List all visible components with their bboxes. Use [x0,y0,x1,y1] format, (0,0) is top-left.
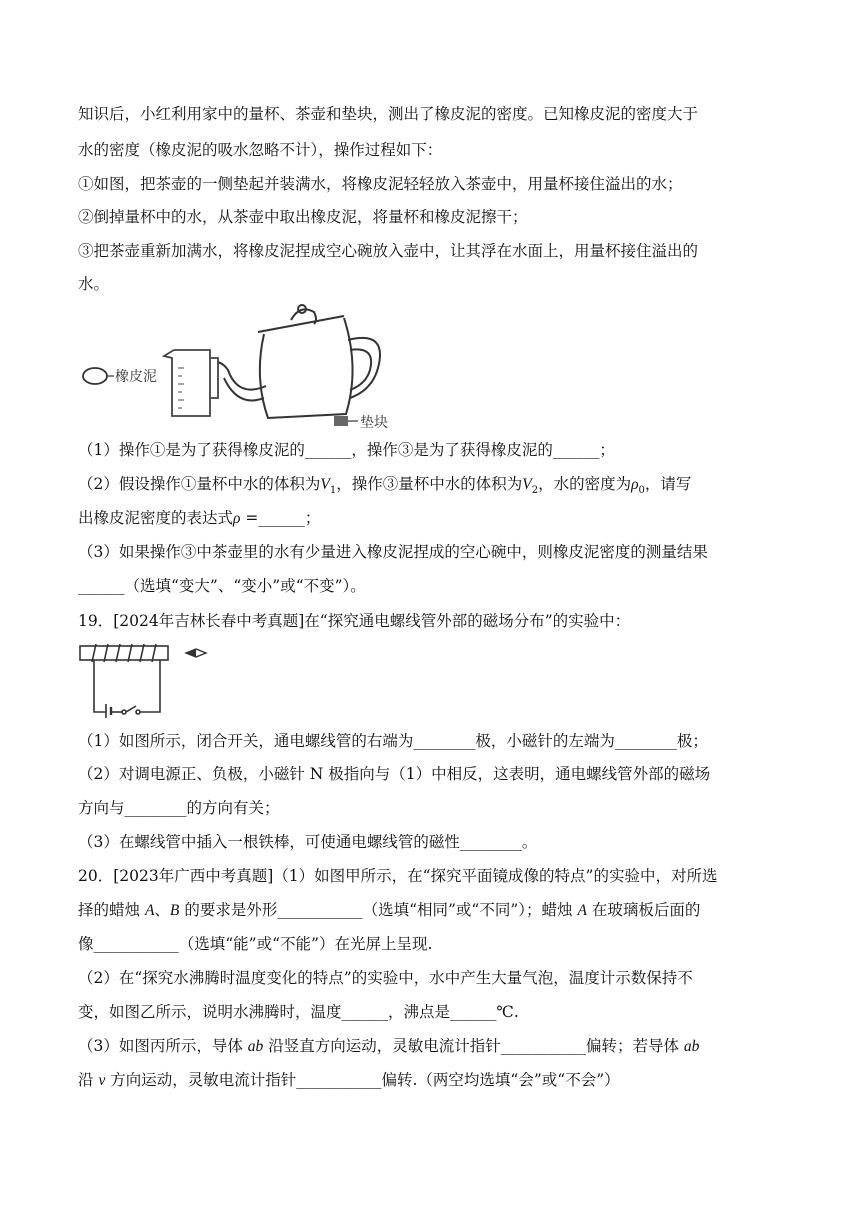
block-icon [334,416,348,426]
q20-title-line-2: 择的蜡烛 A、B 的要求是外形___________（选填“相同”或“不同”）；蜡烛 A 在玻璃板后面的 [78,901,701,919]
teapot-icon [218,305,380,418]
q20-title-line-1: 20．[2023年广西中考真题]（1）如图甲所示，在“探究平面镜成像的特点”的实验中，对所选 [78,867,718,885]
measuring-cup-icon [164,350,218,416]
q18-sub-3-line-1: （3）如果操作③中茶壶里的水有少量进入橡皮泥捏成的空心碗中，则橡皮泥密度的测量结果 [78,543,708,561]
q18-sub-3-line-2: ______（选填“变大”、“变小”或“不变”）。 [78,577,366,595]
q18-intro-line-1: 知识后，小红利用家中的量杯、茶壶和垫块，测出了橡皮泥的密度。已知橡皮泥的密度大于 [78,105,699,123]
q18-step-3-line-2: 水。 [78,275,110,293]
q19-sub-2-line-2: 方向与________的方向有关； [78,799,280,817]
q18-step-3-line-1: ③把茶壶重新加满水，将橡皮泥捏成空心碗放入壶中，让其浮在水面上，用量杯接住溢出的 [78,242,699,260]
q18-sub-2-line-1: （2）假设操作①量杯中水的体积为$V_1$，操作③量杯中水的体积为$V_2$，水的密度为$\rho_0$，请写 [78,475,692,497]
teapot-figure [78,298,398,428]
clay-icon [83,368,107,384]
solenoid-icon [80,644,168,718]
q20-sub-3-line-2: 沿 v 方向运动，灵敏电流计指针___________偏转.（两空均选填“会”或“不会”） [78,1071,620,1089]
solenoid-figure [78,640,218,720]
q18-sub-1: （1）操作①是为了获得橡皮泥的______，操作③是为了获得橡皮泥的______； [78,441,615,459]
q20-sub-2-line-1: （2）在“探究水沸腾时温度变化的特点”的实验中，水中产生大量气泡，温度计示数保持不 [78,969,693,987]
compass-needle-icon [186,649,206,657]
q18-step-1: ①如图，把茶壶的一侧垫起并装满水，将橡皮泥轻轻放入茶壶中，用量杯接住溢出的水； [78,175,683,193]
q20-title-line-3: 像___________（选填“能”或“不能”）在光屏上呈现. [78,935,433,953]
q19-title: 19．[2024年吉林长春中考真题]在“探究通电螺线管外部的磁场分布”的实验中： [78,612,631,630]
q19-sub-2-line-1: （2）对调电源正、负极，小磁针 N 极指向与（1）中相反，这表明，通电螺线管外部的磁场 [78,765,711,783]
q19-sub-1: （1）如图所示，闭合开关，通电螺线管的右端为________极，小磁针的左端为________极； [78,732,708,750]
q19-sub-3: （3）在螺线管中插入一根铁棒，可使通电螺线管的磁性________。 [78,833,538,851]
block-label: 垫块 [360,415,388,428]
q20-sub-2-line-2: 变，如图乙所示，说明水沸腾时，温度______，沸点是______℃. [78,1003,519,1021]
q18-step-2: ②倒掉量杯中的水，从茶壶中取出橡皮泥，将量杯和橡皮泥擦干； [78,208,528,226]
q20-sub-3-line-1: （3）如图丙所示，导体 ab 沿竖直方向运动，灵敏电流计指针___________偏转；若导体 ab [78,1037,700,1055]
clay-label: 橡皮泥 [115,369,157,385]
q18-intro-line-2: 水的密度（橡皮泥的吸水忽略不计），操作过程如下： [78,141,443,159]
q18-sub-2-line-2: 出橡皮泥密度的表达式ρ =______； [78,509,321,527]
